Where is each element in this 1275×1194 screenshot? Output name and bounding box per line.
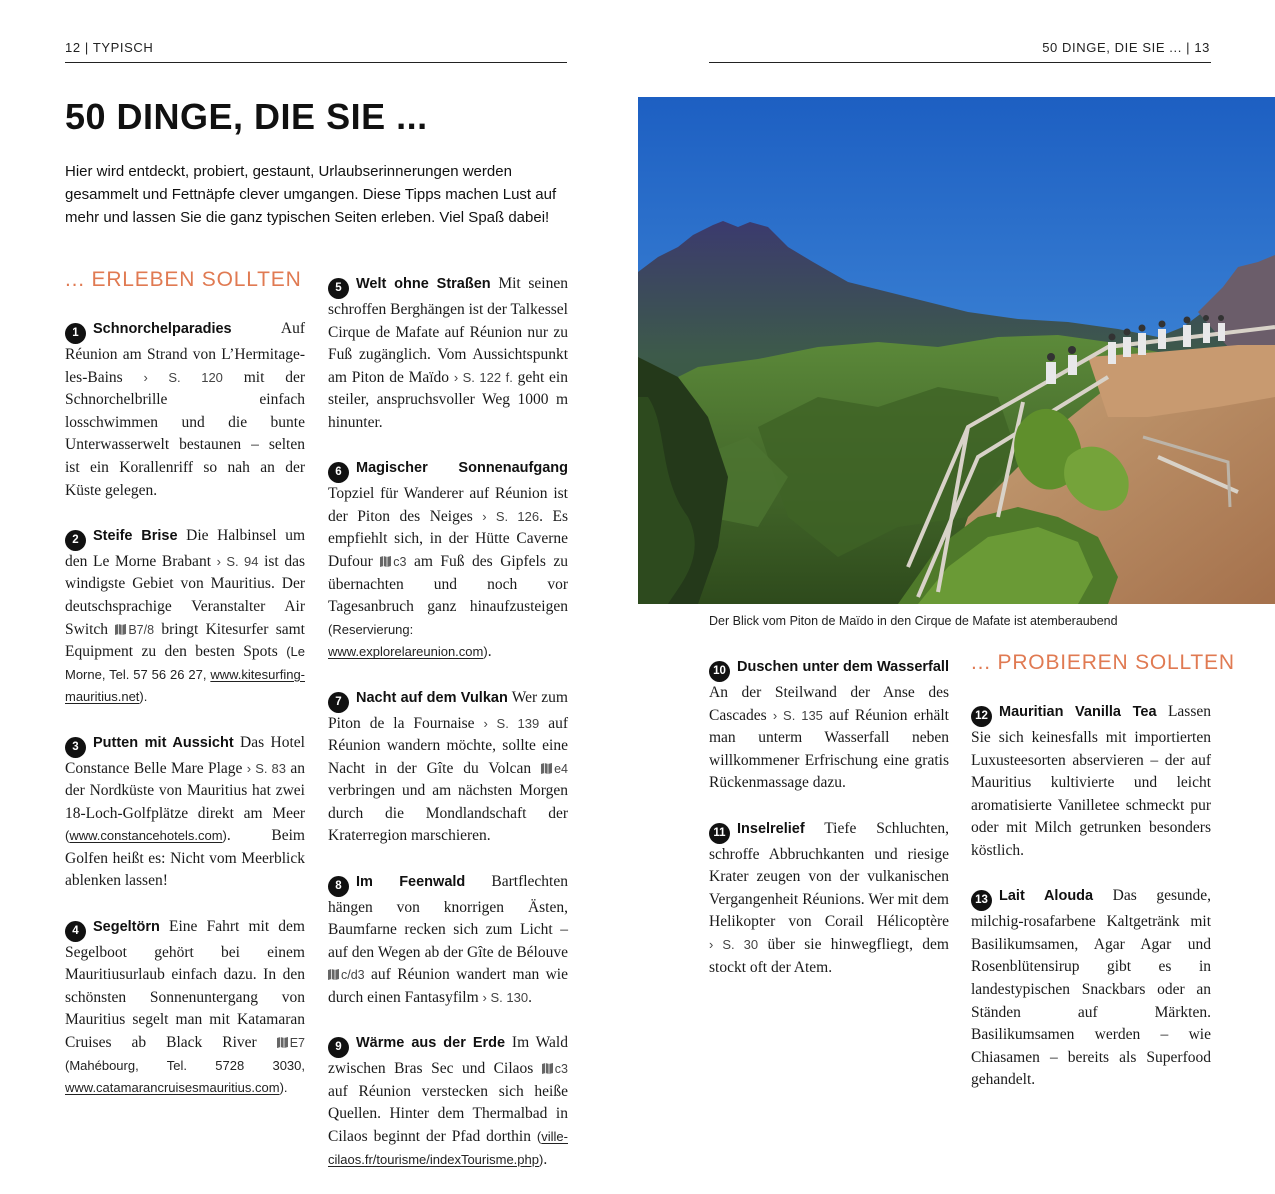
page-reference[interactable]: › S. 122 f. [453, 369, 513, 385]
tip-title: Wärme aus der Erde [356, 1035, 506, 1052]
tip-entry-11: 11 Inselrelief Tiefe Schluchten, schroffe Abbruchkanten und riesige Krater zeugen von der vulkanischen Vergangenheit Réunions. Wer mit dem Helikopter von Corail Hélicoptère › S. 30 über sie hinwegfliegt, dem stockt oft der Atem. [709, 819, 949, 976]
photo-cirque-de-mafate [638, 97, 1275, 604]
section-heading-probieren: ... PROBIEREN SOLLTEN [971, 651, 1235, 674]
tip-entry-13: 13 Lait Alouda Das gesunde, milchig-rosafarbene Kaltgetränk mit Basilikumsamen, Agar Agar und Rosenblütensirup gibt es in landestypischen Snackbars oder an Ständen auf Märkten. Basilikumsamen werden – wie Chiasamen – bereits als Superfood gehandelt. [971, 887, 1211, 1089]
tip-entry-8: 8 Im Feenwald Bartflechten hängen von knorrigen Ästen, Baumfarne recken sich zum Licht – auf den Wegen ab der Gîte de Bélouve c/d3 auf Réunion wandert man wie durch einen Fantasyfilm › S. 130. [328, 872, 568, 1007]
tip-title: Putten mit Aussicht [93, 734, 234, 751]
column-2 [328, 273, 568, 1194]
tip-entry-10: 10 Duschen unter dem Wasserfall An der Steilwand der Anse des Cascades › S. 135 auf Réunion erhält man unterm Wasserfall neben willkommener Erfrischung eine gratis Rückenmassage dazu. [709, 659, 949, 792]
tip-title: Steife Brise [93, 527, 178, 544]
number-badge: 5 [328, 278, 349, 299]
number-badge: 13 [971, 890, 992, 911]
tip-title: Mauritian Vanilla Tea [999, 704, 1157, 720]
map-reference: c/d3 [328, 968, 365, 982]
number-badge: 9 [328, 1037, 349, 1058]
website-link[interactable]: www.kitesurfing-mauritius.net [65, 666, 305, 705]
tip-title: Nacht auf dem Vulkan [356, 689, 508, 706]
tip-title: Segeltörn [93, 918, 160, 935]
tip-title: Magischer Sonnenaufgang [356, 460, 568, 477]
page-reference[interactable]: › S. 30 [709, 936, 759, 952]
map-reference: B7/8 [115, 623, 154, 637]
website-link[interactable]: www.catamarancruisesmauritius.com [65, 1080, 280, 1096]
tip-title: Lait Alouda [999, 888, 1094, 905]
tip-entry-1: 1 Schnorchelparadies Auf Réunion am Strand von L’Hermitage-les-Bains › S. 120 mit der Schnorchelbrille einfach losschwimmen und die bunte Unterwasserwelt bestaunen – selten ist ein Korallenriff so nah an der Küste gelegen. [65, 320, 305, 499]
page-reference[interactable]: › S. 126 [482, 508, 540, 524]
map-icon [380, 556, 391, 567]
right-header-rule [709, 62, 1211, 63]
tip-title: Inselrelief [737, 820, 805, 837]
intro-paragraph: Hier wird entdeckt, probiert, gestaunt, Urlaubserinnerungen werden gesammelt und Fettnäpfe clever umgangen. Diese Tipps machen Lust auf mehr und lassen Sie die ganz typischen Seiten erleben. Viel Spaß dabei! [65, 163, 557, 226]
tip-title: Duschen unter dem Wasserfall [737, 659, 949, 675]
website-link[interactable]: ville-cilaos.fr/tourisme/indexTourisme.php [328, 1129, 568, 1167]
tip-entry-4: 4 Segeltörn Eine Fahrt mit dem Segelboot gehört bei einem Mauritiusurlaub einfach dazu. In den schönsten Sonnenuntergang von Mauritius segelt man mit Katamaran Cruises ab Black River E7 (Mahébourg, Tel. 5728 3030, www.catamarancruisesmauritius.com). [65, 917, 305, 1096]
section-heading-erleben: ... ERLEBEN SOLLTEN [65, 268, 302, 291]
map-icon [541, 763, 552, 774]
number-badge: 1 [65, 323, 86, 344]
tip-entry-6: 6 Magischer Sonnenaufgang Topziel für Wanderer auf Réunion ist der Piton des Neiges › S. 126. Es empfiehlt sich, in der Hütte Caverne Dufour c3 am Fuß des Gipfels zu übernachten und noch vor Tagesanbruch ganz hinaufzusteigen (Reservierung: www.explorelareunion.com). [328, 460, 568, 661]
tip-entry-9: 9 Wärme aus der Erde Im Wald zwischen Bras Sec und Cilaos c3 auf Réunion verstecken sich heiße Quellen. Hinter dem Thermalbad in Cilaos beginnt der Pfad dorthin (ville-cilaos.fr/tourisme/indexTourisme.php). [328, 1034, 568, 1168]
map-icon [328, 969, 339, 980]
map-reference: c3 [380, 555, 406, 569]
column-4 [971, 701, 1211, 1115]
tip-entry-7: 7 Nacht auf dem Vulkan Wer zum Piton de la Fournaise › S. 139 auf Réunion wandern möchte, sollte eine Nacht in der Gîte du Volcan e4 verbringen und am nächsten Morgen durch die Mondlandschaft der Kraterregion marschieren. [328, 688, 568, 845]
left-header-rule [65, 62, 567, 63]
map-reference: e4 [541, 762, 568, 776]
tip-title: Im Feenwald [356, 873, 466, 890]
number-badge: 10 [709, 661, 730, 682]
page-reference[interactable]: › S. 139 [483, 715, 540, 731]
tip-title: Schnorchelparadies [93, 321, 232, 337]
number-badge: 6 [328, 462, 349, 483]
page-reference[interactable]: › S. 94 [216, 553, 259, 569]
left-running-head: 12 | TYPISCH [65, 40, 154, 55]
tip-entry-5: 5 Welt ohne Straßen Mit seinen schroffen Berghängen ist der Talkessel Cirque de Mafate auf Réunion nur zu Fuß zugänglich. Vom Aussichtspunkt am Piton de Maïdo › S. 122 f. geht ein steiler, anspruchsvoller Weg 1000 m hinunter. [328, 275, 568, 431]
map-reference: c3 [542, 1062, 568, 1076]
tip-entry-2: 2 Steife Brise Die Halbinsel um den Le Morne Brabant › S. 94 ist das windigste Gebiet von Mauritius. Der deutschsprachige Veranstalter Air Switch B7/8 bringt Kitesurfer samt Equipment zu den besten Spots (Le Morne, Tel. 57 56 26 27, www.kitesurfing-mauritius.net). [65, 526, 306, 705]
photo-caption: Der Blick vom Piton de Maïdo in den Cirque de Mafate ist atemberaubend [709, 614, 1118, 628]
website-link[interactable]: www.constancehotels.com [69, 828, 223, 844]
number-badge: 3 [65, 737, 86, 758]
tip-entry-12: 12 Mauritian Vanilla Tea Lassen Sie sich keinesfalls mit importierten Luxusteesorten abservieren – der auf Mauritius kultivierte und leicht aromatisierte Vanilletee schmeckt pur oder mit Milch getrunken besonders köstlich. [971, 703, 1212, 859]
number-badge: 7 [328, 692, 349, 713]
column-1 [65, 318, 305, 1122]
map-icon [277, 1037, 288, 1048]
tip-title: Welt ohne Straßen [356, 276, 491, 292]
page-reference[interactable]: › S. 130 [482, 990, 529, 1006]
map-reference: E7 [277, 1036, 305, 1050]
number-badge: 11 [709, 823, 730, 844]
right-running-head: 50 DINGE, DIE SIE ... | 13 [1042, 40, 1210, 55]
map-icon [542, 1063, 553, 1074]
tip-entry-3: 3 Putten mit Aussicht Das Hotel Constance Belle Mare Plage › S. 83 an der Nordküste von Mauritius hat zwei 18-Loch-Golfplätze direkt am Meer (www.constancehotels.com). Beim Golfen heißt es: Nicht vom Meerblick ablenken lassen! [65, 733, 305, 890]
page-title: 50 DINGE, DIE SIE ... [65, 96, 428, 137]
page-reference[interactable]: › S. 83 [246, 760, 287, 776]
map-icon [115, 624, 126, 635]
number-badge: 2 [65, 530, 86, 551]
number-badge: 4 [65, 921, 86, 942]
number-badge: 12 [971, 706, 992, 727]
landscape-illustration [638, 97, 1275, 604]
number-badge: 8 [328, 876, 349, 897]
website-link[interactable]: www.explorelareunion.com [328, 644, 484, 660]
column-3 [709, 656, 949, 1002]
page-reference[interactable]: › S. 135 [772, 707, 823, 723]
page-reference[interactable]: › S. 120 [143, 369, 223, 385]
